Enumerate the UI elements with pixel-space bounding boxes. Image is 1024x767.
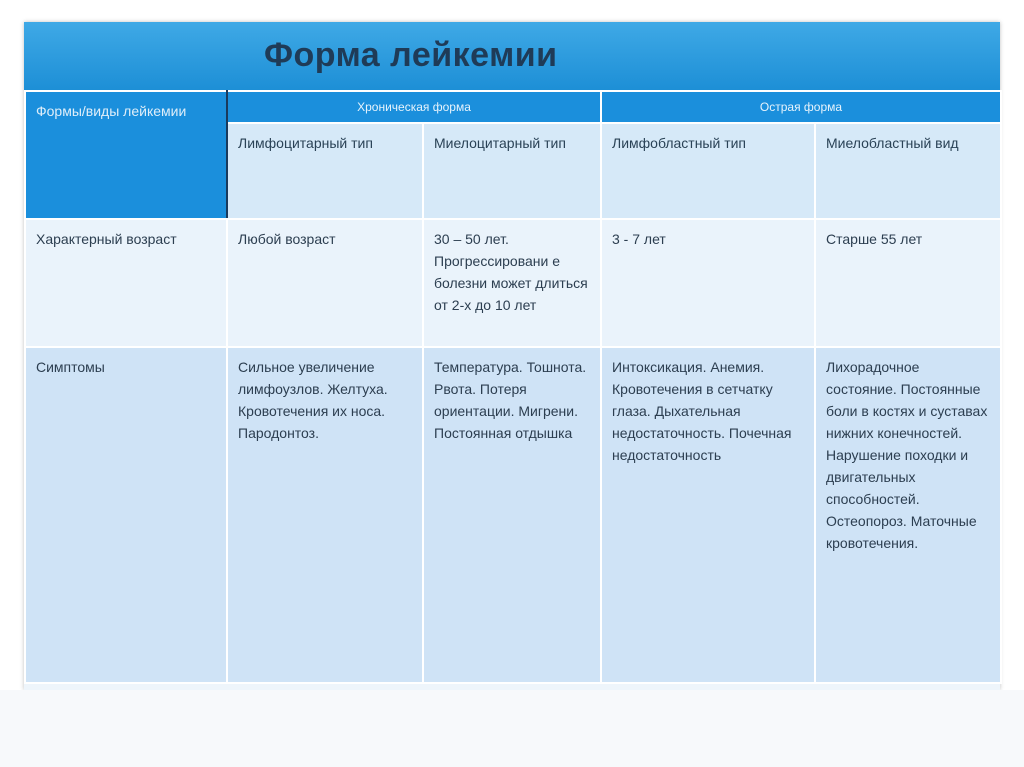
table-cell: Сильное увеличение лимфоузлов. Желтуха. Кровотечения их носа. Пародонтоз. xyxy=(227,347,423,683)
group-header-acute: Острая форма xyxy=(601,91,1001,123)
table-cell: 3 - 7 лет xyxy=(601,219,815,347)
table-cell: 30 – 50 лет. Прогрессировани е болезни может длиться от 2-х до 10 лет xyxy=(423,219,601,347)
row-label: Характерный возраст xyxy=(25,219,227,347)
table-cell: Лихорадочное состояние. Постоянные боли в костях и суставах нижних конечностей. Нарушение походки и двигательных способностей. Остеопороз. Маточные кровотечения. xyxy=(815,347,1001,683)
table-row-age xyxy=(25,219,1001,347)
column-header: Миелоцитарный тип xyxy=(423,123,601,219)
column-header: Лимфоцитарный тип xyxy=(227,123,423,219)
group-header-chronic: Хроническая форма xyxy=(227,91,601,123)
corner-header: Формы/виды лейкемии xyxy=(25,91,227,219)
leukemia-table xyxy=(24,90,1002,684)
header-row-groups xyxy=(25,91,1001,123)
table-row-symptoms xyxy=(25,347,1001,683)
column-header: Миелобластный вид xyxy=(815,123,1001,219)
column-header: Лимфобластный тип xyxy=(601,123,815,219)
table-cell: Старше 55 лет xyxy=(815,219,1001,347)
slide xyxy=(24,22,1000,690)
table-cell: Интоксикация. Анемия. Кровотечения в сетчатку глаза. Дыхательная недостаточность. Почечная недостаточность xyxy=(601,347,815,683)
table-cell: Любой возраст xyxy=(227,219,423,347)
bottom-band xyxy=(0,690,1024,767)
slide-title: Форма лейкемии xyxy=(264,36,558,74)
title-bar xyxy=(24,22,1000,90)
table-cell: Температура. Тошнота. Рвота. Потеря ориентации. Мигрени. Постоянная отдышка xyxy=(423,347,601,683)
row-label: Симптомы xyxy=(25,347,227,683)
